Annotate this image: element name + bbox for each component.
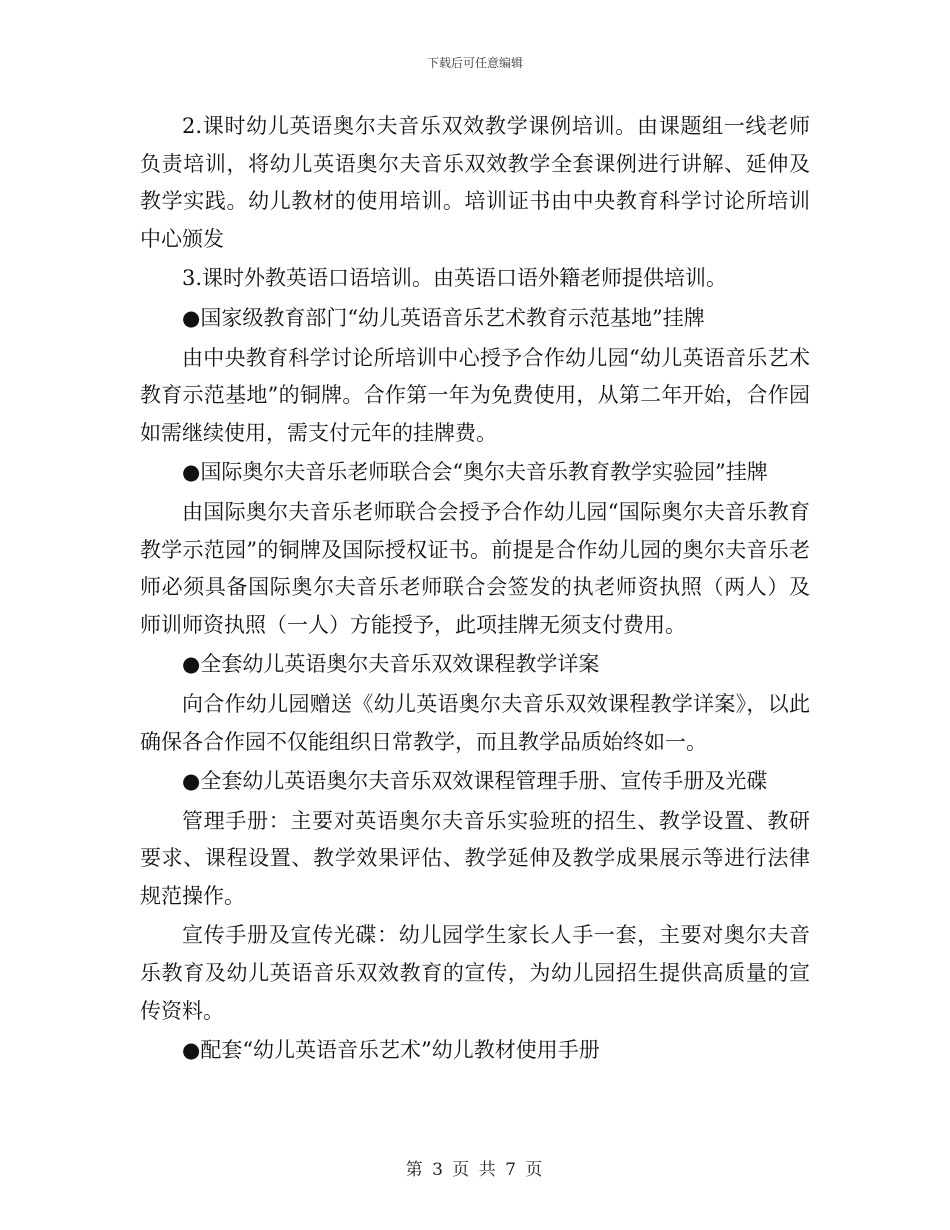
paragraph-oral-english-training: 3.课时外教英语口语培训。由英语口语外籍老师提供培训。 — [182, 266, 728, 291]
bullet-textbook-manual: ●配套“幼儿英语音乐艺术”幼儿教材使用手册 — [182, 1038, 600, 1063]
bullet-manuals-and-discs: ●全套幼儿英语奥尔夫音乐双效课程管理手册、宣传手册及光碟 — [182, 769, 768, 794]
paragraph-management-manual: 管理手册：主要对英语奥尔夫音乐实验班的招生、教学设置、教研要求、课程设置、教学效果评估、教学延伸及教学成果展示等进行法律规范操作。 — [140, 808, 810, 908]
bullet-teaching-plans: ●全套幼儿英语奥尔夫音乐双效课程教学详案 — [182, 652, 600, 677]
page-number-footer: 第 3 页 共 7 页 — [405, 1160, 545, 1180]
paragraph-lesson-training: 2.课时幼儿英语奥尔夫音乐双效教学课例培训。由课题组一线老师负责培训，将幼儿英语奥尔夫音乐双效教学全套课例进行讲解、延伸及教学实践。幼儿教材的使用培训。培训证书由中央教育科学讨论所培训中心颁发 — [140, 114, 810, 251]
document-body — [140, 108, 810, 1072]
page-header-note: 下载后可任意编辑 — [426, 56, 523, 70]
bullet-national-base-plaque: ●国家级教育部门“幼儿英语音乐艺术教育示范基地”挂牌 — [182, 305, 705, 330]
bullet-orff-experimental-plaque: ●国际奥尔夫音乐老师联合会“奥尔夫音乐教育教学实验园”挂牌 — [182, 460, 768, 485]
paragraph-teaching-plans: 向合作幼儿园赠送《幼儿英语奥尔夫音乐双效课程教学详案》，以此确保各合作园不仅能组织日常教学，而且教学品质始终如一。 — [140, 691, 810, 754]
paragraph-national-base-plaque: 由中央教育科学讨论所培训中心授予合作幼儿园“幼儿英语音乐艺术教育示范基地”的铜牌。合作第一年为免费使用，从第二年开始，合作园如需继续使用，需支付元年的挂牌费。 — [140, 345, 810, 445]
paragraph-promo-manual: 宣传手册及宣传光碟：幼儿园学生家长人手一套，主要对奥尔夫音乐教育及幼儿英语音乐双效教育的宣传，为幼儿园招生提供高质量的宣传资料。 — [140, 923, 810, 1023]
paragraph-orff-experimental-plaque: 由国际奥尔夫音乐老师联合会授予合作幼儿园“国际奥尔夫音乐教育教学示范园”的铜牌及国际授权证书。前提是合作幼儿园的奥尔夫音乐老师必须具备国际奥尔夫音乐老师联合会签发的执老师资执照（两人）及师训师资执照（一人）方能授予，此项挂牌无须支付费用。 — [140, 499, 810, 637]
